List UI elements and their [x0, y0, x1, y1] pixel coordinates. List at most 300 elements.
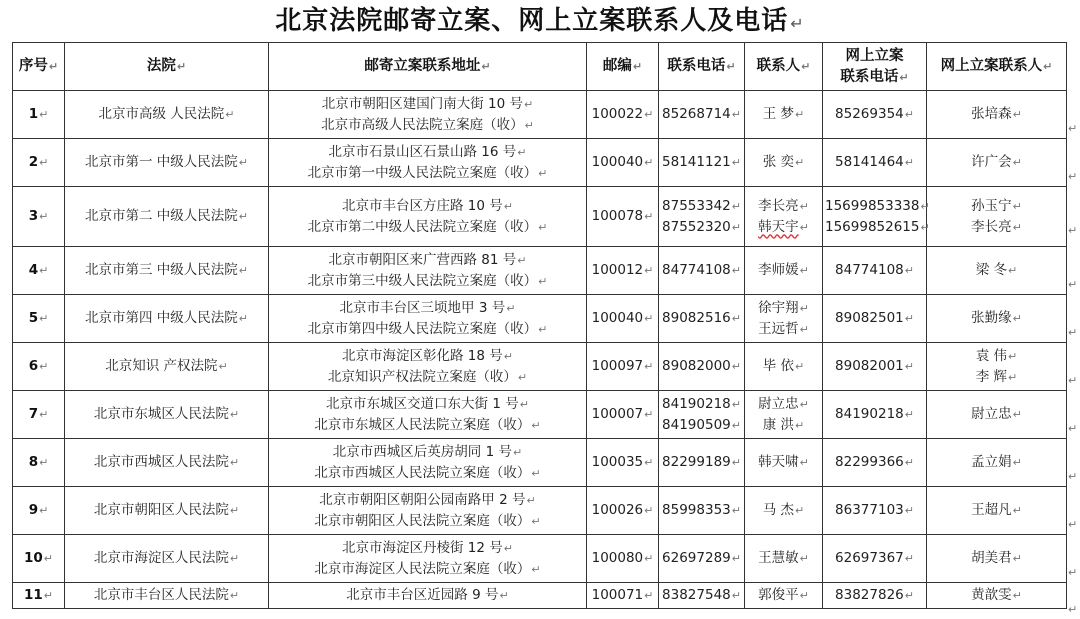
cell-no: [13, 295, 65, 343]
cell-mark-icon: ↵: [644, 210, 654, 223]
page-title-text: 北京法院邮寄立案、网上立案联系人及电话: [275, 6, 789, 36]
cell-mark-icon: ↵: [1012, 589, 1022, 602]
row-end-marks: [1068, 42, 1078, 616]
cell-no-text: 11: [23, 587, 43, 603]
cell-court: [65, 391, 269, 439]
table-header: [13, 43, 1067, 91]
address-line: [271, 463, 584, 484]
cell-mark-icon: ↵: [1012, 108, 1022, 121]
cell-mark-icon: ↵: [524, 97, 534, 111]
table-row: [13, 535, 1067, 583]
cell-mark-icon: ↵: [904, 264, 914, 277]
contact-line: [747, 260, 820, 281]
table-row: [13, 439, 1067, 487]
cell-mark-icon: ↵: [519, 397, 529, 411]
contact-text: 王 梦: [762, 106, 795, 122]
header-phone: [659, 43, 745, 91]
table-row: [13, 247, 1067, 295]
row-end-mark-icon: ↵: [1068, 566, 1078, 579]
address-text: 北京市第四中级人民法院立案庭（收）: [307, 320, 538, 337]
cell-postcode: [587, 343, 659, 391]
cell-mark-icon: ↵: [531, 466, 541, 480]
phone-line: [661, 104, 742, 125]
online-phone-text: 85269354: [835, 106, 904, 122]
contact-text: 王慧敏: [758, 550, 799, 566]
cell-online-phone: [823, 91, 927, 139]
cell-postcode-text: 100078: [591, 208, 644, 224]
contact-line: [747, 500, 820, 521]
contact-text: 王远哲: [758, 320, 799, 337]
cell-postcode-text: 100080: [591, 550, 644, 566]
contact-text: 韩天啸: [758, 454, 799, 470]
header-postcode: [587, 43, 659, 91]
cell-mark-icon: ↵: [503, 199, 513, 213]
phone-text: 82299189: [662, 454, 731, 470]
cell-mark-icon: ↵: [731, 360, 741, 373]
cell-mark-icon: ↵: [1008, 349, 1018, 363]
cell-phone: [659, 295, 745, 343]
cell-mark-icon: ↵: [1012, 504, 1022, 517]
phone-line: [661, 356, 742, 377]
cell-mark-icon: ↵: [39, 210, 49, 223]
cell-court: [65, 583, 269, 609]
cell-online-contact: [927, 535, 1067, 583]
row-end-mark-icon: ↵: [1068, 122, 1078, 135]
phone-text: 85268714: [662, 106, 731, 122]
cell-no: [13, 139, 65, 187]
cell-online-phone: [823, 391, 927, 439]
table-body: [13, 91, 1067, 609]
cell-no: [13, 583, 65, 609]
online-phone-text: 89082001: [835, 358, 904, 374]
cell-court: [65, 295, 269, 343]
online-phone-line: [825, 548, 924, 569]
address-line: [271, 559, 584, 580]
cell-phone: [659, 535, 745, 583]
contact-line: [747, 217, 820, 238]
address-line: [271, 250, 584, 271]
cell-phone: [659, 247, 745, 295]
cell-mark-icon: ↵: [904, 360, 914, 373]
cell-address: [269, 295, 587, 343]
address-line: [271, 94, 584, 115]
contact-text: 徐宇翔: [758, 299, 799, 316]
cell-mark-icon: ↵: [799, 301, 809, 315]
address-line: [271, 367, 584, 388]
cell-mark-icon: ↵: [538, 220, 548, 234]
online-phone-line: [825, 260, 924, 281]
contact-text: 毕 依: [762, 358, 795, 374]
contact-text: 尉立忠: [758, 395, 799, 412]
header-postcode-label: 邮编: [602, 58, 632, 74]
address-line: [271, 394, 584, 415]
cell-mark-icon: ↵: [1012, 408, 1022, 421]
table-row: [13, 187, 1067, 247]
cell-mark-icon: ↵: [238, 156, 248, 169]
contact-line: [747, 452, 820, 473]
online-contact-text: 许广会: [971, 154, 1012, 170]
address-text: 北京市高级人民法院立案庭（收）: [321, 116, 524, 133]
cell-mark-icon: ↵: [644, 108, 654, 121]
address-text: 北京市东城区人民法院立案庭（收）: [314, 416, 531, 433]
cell-court: [65, 535, 269, 583]
cell-mark-icon: ↵: [731, 156, 741, 169]
cell-address: [269, 343, 587, 391]
cell-phone: [659, 187, 745, 247]
address-text: 北京市西城区后英房胡同 1 号: [332, 443, 512, 460]
cell-mark-icon: ↵: [731, 220, 741, 234]
cell-court: [65, 187, 269, 247]
cell-address: [269, 247, 587, 295]
cell-court-text: 北京市高级 人民法院: [98, 106, 225, 122]
cell-mark-icon: ↵: [531, 562, 541, 576]
phone-line: [661, 196, 742, 217]
cell-address: [269, 391, 587, 439]
address-text: 北京市西城区人民法院立案庭（收）: [314, 464, 531, 481]
cell-court-text: 北京市朝阳区人民法院: [93, 502, 229, 518]
cell-postcode: [587, 487, 659, 535]
cell-mark-icon: ↵: [731, 504, 741, 517]
cell-no-text: 8: [28, 454, 39, 470]
address-line: [271, 217, 584, 238]
cell-mark-icon: ↵: [644, 264, 654, 277]
cell-mark-icon: ↵: [795, 108, 805, 121]
address-line: [271, 346, 584, 367]
header-online-phone-line2-wrap: [825, 67, 924, 88]
cell-phone: [659, 583, 745, 609]
header-court: [65, 43, 269, 91]
cell-no-text: 1: [28, 106, 39, 122]
contact-text: 张 奕: [762, 154, 795, 170]
contact-text: 康 洪: [762, 416, 795, 433]
online-contact-text: 梁 冬: [975, 262, 1008, 278]
address-line: [271, 298, 584, 319]
cell-mark-icon: ↵: [644, 156, 654, 169]
cell-postcode: [587, 391, 659, 439]
cell-mark-icon: ↵: [1012, 156, 1022, 169]
phone-line: [661, 308, 742, 329]
cell-contact: [745, 295, 823, 343]
address-line: [271, 442, 584, 463]
cell-mark-icon: ↵: [731, 418, 741, 432]
contact-text: 韩天宇: [758, 218, 799, 235]
cell-address: [269, 535, 587, 583]
cell-contact: [745, 247, 823, 295]
phone-line: [661, 394, 742, 415]
cell-online-phone: [823, 343, 927, 391]
contact-line: [747, 319, 820, 340]
cell-mark-icon: ↵: [1008, 264, 1018, 277]
cell-mark-icon: ↵: [799, 552, 809, 565]
online-contact-text: 孟立娟: [971, 454, 1012, 470]
cell-court-text: 北京市第三 中级人民法院: [84, 262, 238, 278]
online-phone-text: 62697367: [835, 550, 904, 566]
cell-mark-icon: ↵: [517, 370, 528, 384]
cell-mark-icon: ↵: [43, 552, 53, 565]
cell-postcode-text: 100007: [591, 406, 644, 422]
cell-no: [13, 535, 65, 583]
address-text: 北京市海淀区彰化路 18 号: [342, 347, 503, 364]
online-contact-text: 黄歆雯: [971, 587, 1012, 603]
online-contact-text: 孙玉宁: [971, 197, 1012, 214]
phone-text: 83827548: [662, 587, 731, 603]
cell-court-text: 北京市海淀区人民法院: [93, 550, 229, 566]
cell-mark-icon: ↵: [799, 264, 809, 277]
cell-online-phone: [823, 247, 927, 295]
page-title: [0, 4, 1080, 41]
cell-mark-icon: ↵: [920, 199, 930, 213]
cell-contact: [745, 343, 823, 391]
online-phone-line: [825, 452, 924, 473]
address-text: 北京市第一中级人民法院立案庭（收）: [307, 164, 538, 181]
cell-mark-icon: ↵: [218, 360, 228, 373]
online-phone-line: [825, 585, 924, 606]
cell-court-text: 北京知识 产权法院: [105, 358, 218, 374]
cell-mark-icon: ↵: [644, 552, 654, 565]
cell-address: [269, 91, 587, 139]
phone-text: 89082000: [662, 358, 731, 374]
online-phone-text: 84774108: [835, 262, 904, 278]
cell-postcode: [587, 535, 659, 583]
contact-text: 李长亮: [758, 197, 799, 214]
cell-postcode: [587, 295, 659, 343]
cell-mark-icon: ↵: [904, 108, 914, 121]
cell-mark-icon: ↵: [644, 360, 654, 373]
contact-line: [747, 298, 820, 319]
cell-postcode-text: 100026: [591, 502, 644, 518]
cell-mark-icon: ↵: [795, 504, 805, 517]
cell-court-text: 北京市东城区人民法院: [93, 406, 229, 422]
cell-no: [13, 439, 65, 487]
cell-mark-icon: ↵: [39, 408, 49, 421]
address-text: 北京市朝阳区人民法院立案庭（收）: [314, 512, 531, 529]
contact-line: [747, 356, 820, 377]
cell-online-contact: [927, 487, 1067, 535]
online-contact-line: [929, 196, 1064, 217]
cell-court: [65, 439, 269, 487]
phone-line: [661, 452, 742, 473]
cell-mark-icon: ↵: [506, 301, 516, 315]
header-address-label: 邮寄立案联系地址: [364, 58, 481, 74]
cell-postcode: [587, 139, 659, 187]
header-online-phone-line2: 联系电话: [840, 68, 899, 85]
paragraph-mark-icon: ↵: [790, 14, 805, 33]
contact-line: [747, 152, 820, 173]
cell-mark-icon: ↵: [1012, 312, 1022, 325]
online-phone-text: 58141464: [835, 154, 904, 170]
phone-line: [661, 260, 742, 281]
online-phone-text: 15699853338: [825, 197, 920, 214]
cell-address: [269, 439, 587, 487]
row-end-mark-icon: ↵: [1068, 326, 1078, 339]
table-row: [13, 295, 1067, 343]
online-contact-line: [929, 308, 1064, 329]
address-text: 北京市朝阳区建国门南大街 10 号: [321, 95, 524, 112]
cell-mark-icon: ↵: [176, 60, 187, 73]
cell-mark-icon: ↵: [644, 408, 654, 421]
row-end-mark-icon: ↵: [1068, 470, 1078, 483]
cell-mark-icon: ↵: [503, 349, 513, 363]
cell-mark-icon: ↵: [517, 253, 527, 267]
contact-text: 李师媛: [758, 262, 799, 278]
online-contact-line: [929, 152, 1064, 173]
cell-mark-icon: ↵: [524, 118, 534, 132]
contact-line: [747, 548, 820, 569]
online-contact-line: [929, 548, 1064, 569]
cell-postcode-text: 100022: [591, 106, 644, 122]
address-text: 北京市第三中级人民法院立案庭（收）: [307, 272, 538, 289]
cell-mark-icon: ↵: [48, 60, 59, 73]
cell-mark-icon: ↵: [39, 156, 49, 169]
header-online-contact: [927, 43, 1067, 91]
address-line: [271, 142, 584, 163]
cell-online-contact: [927, 343, 1067, 391]
cell-mark-icon: ↵: [799, 322, 809, 336]
cell-court: [65, 139, 269, 187]
cell-address: [269, 187, 587, 247]
online-phone-line: [825, 152, 924, 173]
cell-postcode-text: 100071: [591, 587, 644, 603]
cell-mark-icon: ↵: [229, 589, 240, 602]
cell-no: [13, 91, 65, 139]
address-text: 北京市丰台区方庄路 10 号: [342, 197, 503, 214]
cell-mark-icon: ↵: [229, 504, 240, 517]
table-row: [13, 139, 1067, 187]
cell-mark-icon: ↵: [1012, 220, 1022, 234]
cell-no: [13, 187, 65, 247]
cell-mark-icon: ↵: [225, 108, 235, 121]
cell-mark-icon: ↵: [1012, 552, 1022, 565]
cell-mark-icon: ↵: [799, 456, 809, 469]
cell-court-text: 北京市第四 中级人民法院: [84, 310, 238, 326]
header-contact-label: 联系人: [756, 58, 801, 74]
cell-online-contact: [927, 439, 1067, 487]
cell-no-text: 4: [28, 262, 39, 278]
cell-mark-icon: ↵: [39, 108, 49, 121]
row-end-mark-icon: ↵: [1068, 170, 1078, 183]
cell-no: [13, 391, 65, 439]
cell-mark-icon: ↵: [644, 456, 654, 469]
online-contact-text: 袁 伟: [975, 347, 1008, 364]
address-text: 北京市丰台区三顷地甲 3 号: [339, 299, 506, 316]
cell-mark-icon: ↵: [644, 312, 654, 325]
cell-mark-icon: ↵: [238, 264, 248, 277]
online-contact-text: 李长亮: [971, 218, 1012, 235]
cell-contact: [745, 583, 823, 609]
cell-mark-icon: ↵: [731, 264, 741, 277]
cell-mark-icon: ↵: [795, 360, 805, 373]
phone-text: 58141121: [662, 154, 731, 170]
online-contact-text: 尉立忠: [971, 406, 1012, 422]
online-phone-text: 82299366: [835, 454, 904, 470]
address-text: 北京市海淀区人民法院立案庭（收）: [314, 560, 531, 577]
cell-mark-icon: ↵: [531, 418, 541, 432]
cell-online-phone: [823, 139, 927, 187]
cell-mark-icon: ↵: [526, 493, 536, 507]
cell-mark-icon: ↵: [632, 60, 643, 73]
address-line: [271, 415, 584, 436]
online-contact-line: [929, 585, 1064, 606]
cell-mark-icon: ↵: [920, 220, 930, 234]
header-no-label: 序号: [18, 58, 48, 74]
cell-court: [65, 247, 269, 295]
online-contact-line: [929, 217, 1064, 238]
online-phone-line: [825, 404, 924, 425]
address-text: 北京市第二中级人民法院立案庭（收）: [307, 218, 538, 235]
phone-text: 84190218: [662, 395, 731, 412]
cell-online-phone: [823, 439, 927, 487]
cell-address: [269, 583, 587, 609]
header-contact: [745, 43, 823, 91]
phone-line: [661, 152, 742, 173]
row-end-mark-icon: ↵: [1068, 603, 1078, 616]
cell-online-contact: [927, 187, 1067, 247]
row-end-mark-icon: ↵: [1068, 278, 1078, 291]
cell-contact: [745, 391, 823, 439]
cell-court-text: 北京市西城区人民法院: [93, 454, 229, 470]
cell-online-phone: [823, 583, 927, 609]
cell-mark-icon: ↵: [795, 156, 805, 169]
phone-text: 84774108: [662, 262, 731, 278]
cell-online-phone: [823, 187, 930, 247]
address-line: [271, 196, 584, 217]
phone-text: 85998353: [662, 502, 731, 518]
cell-contact: [745, 487, 823, 535]
cell-mark-icon: ↵: [43, 589, 53, 602]
online-phone-line: [825, 308, 924, 329]
cell-online-contact: [927, 583, 1067, 609]
header-online-contact-label: 网上立案联系人: [940, 58, 1043, 74]
cell-postcode-text: 100040: [591, 310, 644, 326]
header-online-phone-line1: 网上立案: [845, 47, 904, 64]
cell-mark-icon: ↵: [731, 397, 741, 411]
cell-postcode-text: 100097: [591, 358, 644, 374]
cell-mark-icon: ↵: [538, 322, 548, 336]
cell-online-contact: [927, 391, 1067, 439]
contact-text: 马 杰: [762, 502, 795, 518]
address-line: [271, 271, 584, 292]
cell-phone: [659, 487, 745, 535]
address-text: 北京市海淀区丹棱街 12 号: [342, 539, 503, 556]
cell-mark-icon: ↵: [39, 360, 49, 373]
online-phone-text: 83827826: [835, 587, 904, 603]
phone-line: [661, 217, 742, 238]
contact-line: [747, 104, 820, 125]
address-text: 北京市朝阳区来广营西路 81 号: [328, 251, 517, 268]
online-phone-text: 86377103: [835, 502, 904, 518]
cell-no-text: 7: [28, 406, 39, 422]
cell-contact: [745, 91, 823, 139]
address-line: [271, 538, 584, 559]
row-end-mark-icon: ↵: [1068, 224, 1078, 237]
header-no: [13, 43, 65, 91]
cell-postcode: [587, 91, 659, 139]
address-text: 北京市石景山区石景山路 16 号: [328, 143, 517, 160]
cell-phone: [659, 391, 745, 439]
online-phone-line: [825, 196, 930, 217]
cell-phone: [659, 343, 745, 391]
address-line: [271, 163, 584, 184]
online-contact-line: [929, 452, 1064, 473]
cell-online-contact: [927, 139, 1067, 187]
cell-mark-icon: ↵: [538, 274, 548, 288]
address-text: 北京市东城区交道口东大街 1 号: [326, 395, 519, 412]
cell-no: [13, 487, 65, 535]
cell-mark-icon: ↵: [644, 589, 654, 602]
cell-no: [13, 247, 65, 295]
cell-no-text: 10: [23, 550, 43, 566]
cell-postcode: [587, 187, 659, 247]
